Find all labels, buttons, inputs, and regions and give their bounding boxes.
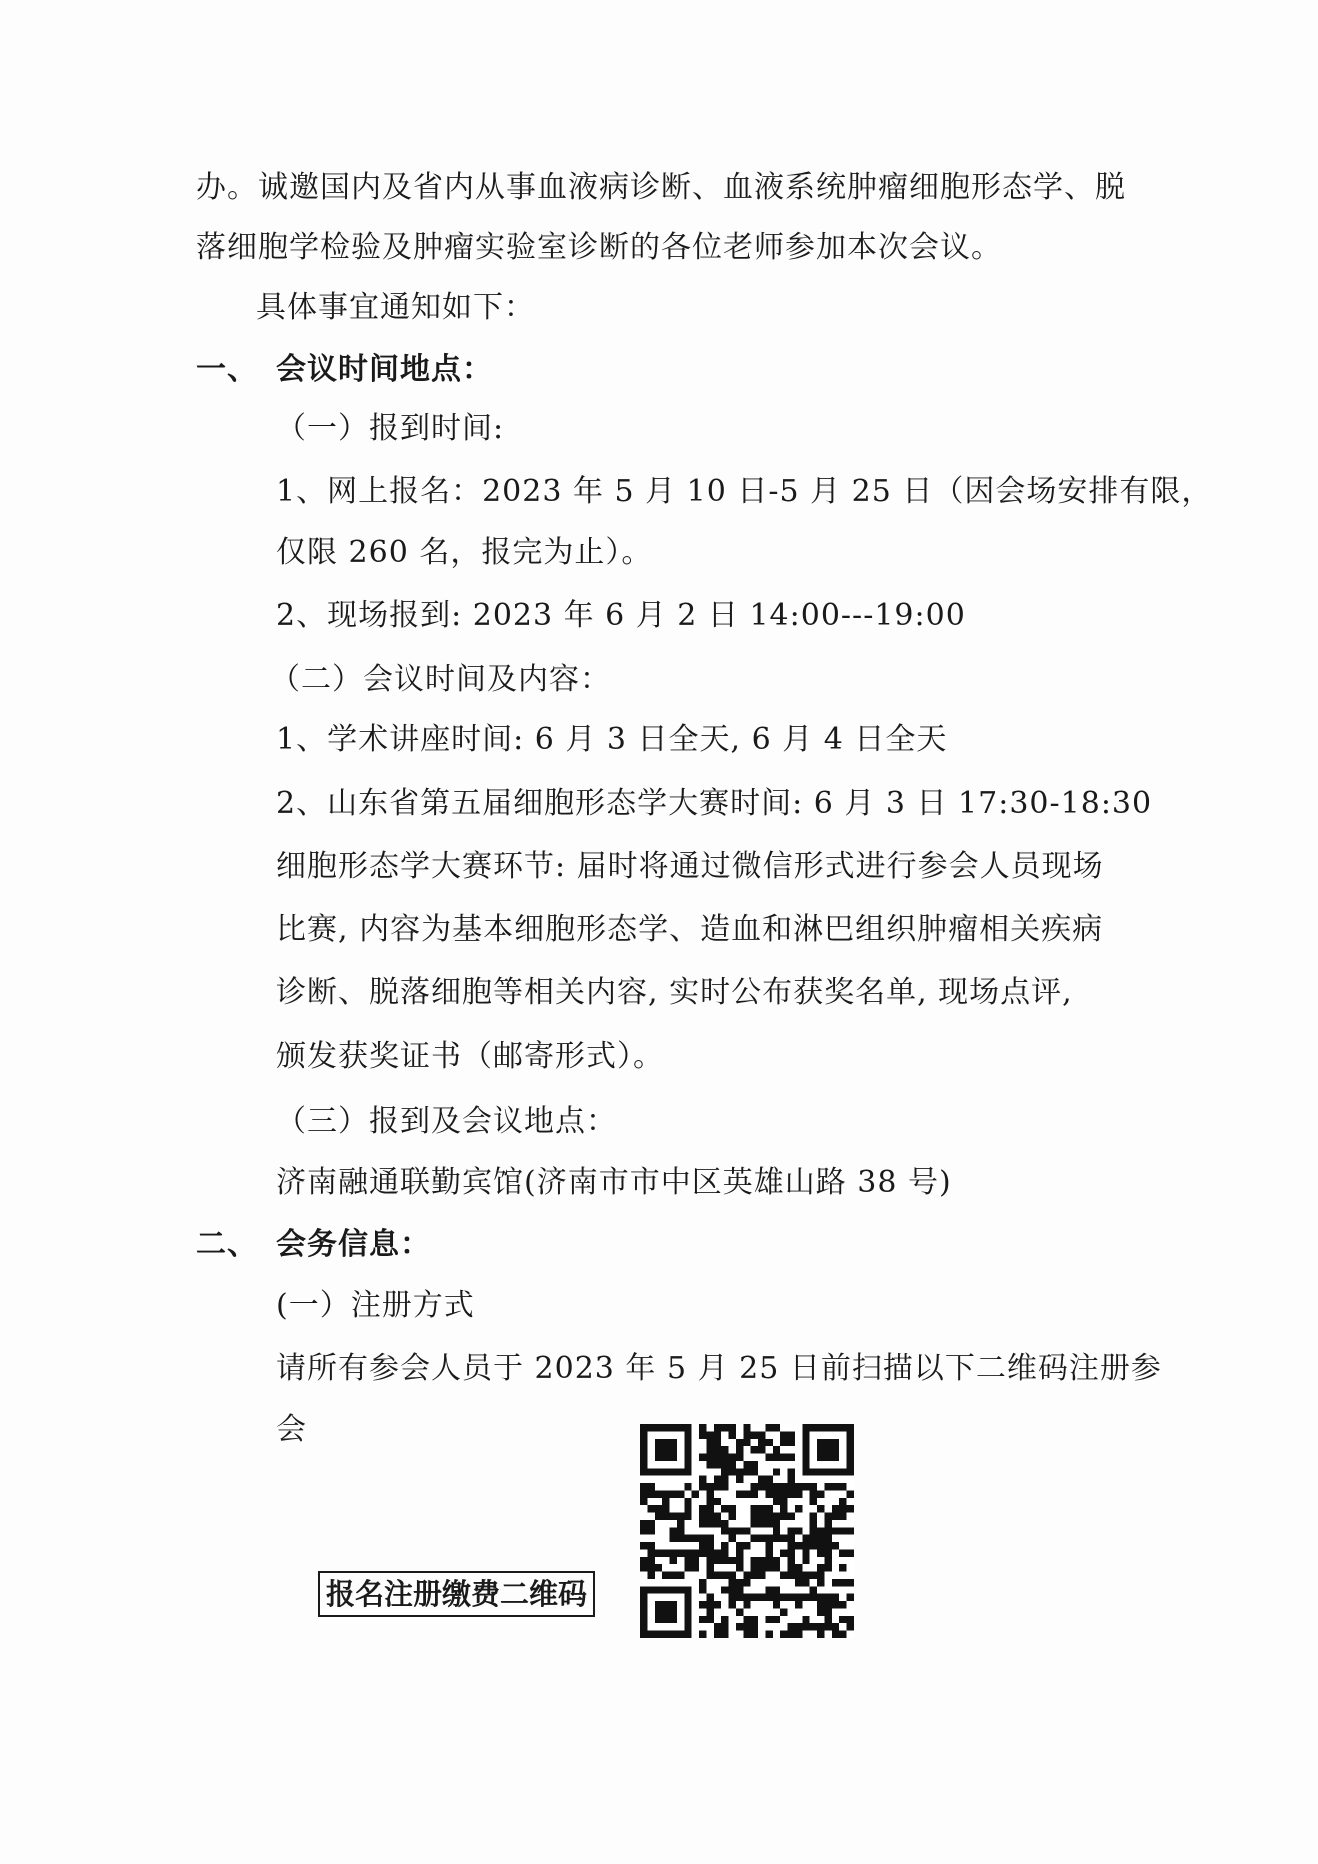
list-item: 仅限 260 名，报完为止）。 [276, 535, 653, 570]
section-heading-2 [196, 1225, 431, 1265]
paragraph-line: 办。诚邀国内及省内从事血液病诊断、血液系统肿瘤细胞形态学、脱 [196, 170, 1126, 205]
subsection-title: （三）报到及会议地点： [276, 1104, 617, 1139]
list-item: 1、学术讲座时间: 6 月 3 日全天, 6 月 4 日全天 [276, 722, 948, 757]
list-item: 比赛, 内容为基本细胞形态学、造血和淋巴组织肿瘤相关疾病 [276, 912, 1104, 947]
subsection-title: （一）报到时间: [276, 411, 505, 446]
list-item: 诊断、脱落细胞等相关内容, 实时公布获奖名单, 现场点评, [276, 975, 1073, 1010]
list-item: 1、网上报名：2023 年 5 月 10 日-5 月 25 日（因会场安排有限， [276, 474, 1213, 509]
paragraph-line: 落细胞学检验及肿瘤实验室诊断的各位老师参加本次会议。 [196, 230, 1002, 265]
paragraph-line: 请所有参会人员于 2023 年 5 月 25 日前扫描以下二维码注册参 [276, 1351, 1162, 1386]
section-heading-1 [196, 350, 493, 390]
list-item: 颁发获奖证书（邮寄形式）。 [276, 1039, 664, 1074]
list-item: 2、山东省第五届细胞形态学大赛时间: 6 月 3 日 17:30-18:30 [276, 786, 1153, 821]
list-item: 细胞形态学大赛环节: 届时将通过微信形式进行参会人员现场 [276, 849, 1104, 884]
subsection-title: （二）会议时间及内容： [270, 662, 611, 697]
subsection-title: (一）注册方式 [276, 1288, 475, 1323]
venue-text: 济南融通联勤宾馆(济南市市中区英雄山路 38 号) [276, 1165, 952, 1200]
qr-code-image [640, 1424, 854, 1638]
paragraph-line: 具体事宜通知如下： [256, 290, 535, 325]
section-number: 一、 [196, 352, 258, 387]
section-title: 会务信息： [276, 1227, 431, 1262]
section-number: 二、 [196, 1227, 258, 1262]
section-title: 会议时间地点： [276, 352, 493, 387]
paragraph-line: 会 [276, 1412, 307, 1447]
qr-code-label: 报名注册缴费二维码 [318, 1571, 595, 1617]
list-item: 2、现场报到: 2023 年 6 月 2 日 14:00---19:00 [276, 598, 966, 633]
